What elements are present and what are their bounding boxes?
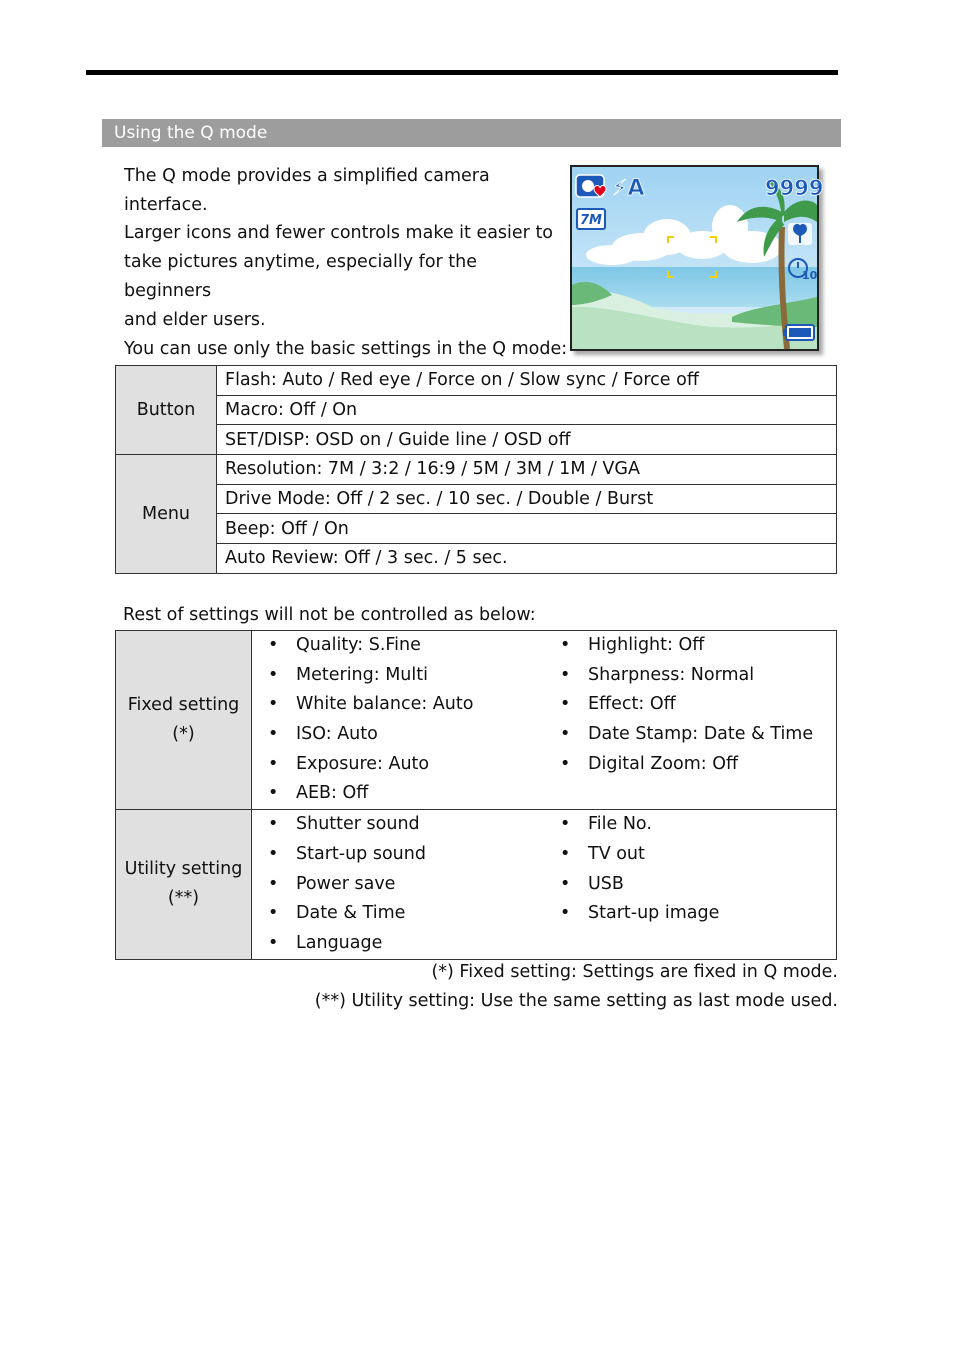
camera-preview-image — [570, 165, 824, 351]
intro-line: The Q mode provides a simplified camera interface. — [124, 166, 490, 215]
list-item: • TV out — [544, 840, 836, 870]
list-item: • Start-up sound — [252, 840, 544, 870]
setting-name: Drive Mode — [225, 489, 325, 510]
utility-right-list — [544, 810, 837, 959]
list-item: • Start-up image — [544, 899, 836, 929]
setting-options: : 7M / 3:2 / 16:9 / 5M / 3M / 1M / VGA — [316, 459, 640, 480]
intro-line: take pictures anytime, especially for the beginners — [124, 252, 478, 301]
setting-row — [217, 455, 837, 485]
list-item: • Highlight: Off — [544, 631, 836, 661]
list-item: • Quality: S.Fine — [252, 631, 544, 661]
setting-row — [217, 395, 837, 425]
footnote-fixed: (*) Fixed setting: Settings are fixed in Q mode. — [431, 962, 838, 982]
setting-name: Flash — [225, 370, 271, 391]
group-button-label: Button — [116, 366, 217, 455]
setting-name: Auto Review — [225, 548, 333, 569]
utility-setting-mark: (**) — [167, 888, 200, 909]
list-item: • Language — [252, 929, 544, 959]
setting-name: Macro — [225, 400, 278, 421]
utility-setting-label — [116, 810, 252, 959]
list-item: • Exposure: Auto — [252, 750, 544, 780]
list-item: • Shutter sound — [252, 810, 544, 840]
setting-row — [217, 514, 837, 544]
list-item: • Power save — [252, 870, 544, 900]
table-row — [116, 484, 837, 514]
utility-setting-title: Utility setting — [124, 859, 243, 880]
rest-settings-table — [115, 630, 837, 960]
setting-options: : Off / 2 sec. / 10 sec. / Double / Burst — [324, 489, 654, 510]
setting-options: : Off / 3 sec. / 5 sec. — [332, 548, 508, 569]
setting-options: : OSD on / Guide line / OSD off — [304, 429, 571, 450]
list-item: • Metering: Multi — [252, 661, 544, 691]
basic-settings-intro: You can use only the basic settings in the Q mode: — [124, 339, 568, 359]
list-item: • Digital Zoom: Off — [544, 750, 836, 780]
fixed-setting-label — [116, 631, 252, 810]
table-row — [116, 810, 837, 959]
basic-settings-table — [115, 365, 837, 574]
fixed-setting-title: Fixed setting — [127, 695, 240, 716]
list-item: • AEB: Off — [252, 779, 544, 809]
table-row — [116, 425, 837, 455]
self-timer-label: 10 — [802, 269, 818, 282]
rest-settings-intro: Rest of settings will not be controlled as below: — [123, 605, 536, 625]
intro-paragraph — [124, 162, 564, 334]
setting-options: : Off / On — [277, 400, 358, 421]
setting-row — [217, 484, 837, 514]
setting-name: Resolution — [225, 459, 317, 480]
resolution-icon — [577, 209, 605, 229]
list-item: • Date Stamp: Date & Time — [544, 720, 836, 750]
fixed-setting-mark: (*) — [172, 724, 195, 745]
list-item: • Sharpness: Normal — [544, 661, 836, 691]
flash-auto-icon: ⚡A — [612, 176, 645, 201]
intro-line: and elder users. — [124, 309, 266, 330]
table-row — [116, 631, 837, 810]
setting-options: : Off / On — [269, 518, 349, 539]
footnotes — [315, 958, 838, 1016]
setting-name: SET/DISP — [225, 429, 305, 450]
group-menu-label: Menu — [116, 455, 217, 574]
setting-name: Beep — [225, 518, 270, 539]
table-row — [116, 366, 837, 396]
setting-row — [217, 544, 837, 574]
utility-left-list — [252, 810, 545, 959]
list-item: • ISO: Auto — [252, 720, 544, 750]
list-item: • Date & Time — [252, 899, 544, 929]
table-row — [116, 455, 837, 485]
section-title: Using the Q mode — [102, 119, 841, 147]
battery-icon — [783, 325, 814, 340]
table-row — [116, 395, 837, 425]
list-item: • White balance: Auto — [252, 690, 544, 720]
fixed-right-list — [544, 631, 837, 810]
intro-line: Larger icons and fewer controls make it easier to — [124, 223, 554, 244]
table-row — [116, 544, 837, 574]
table-row — [116, 514, 837, 544]
list-item: • Effect: Off — [544, 690, 836, 720]
shot-count: 9999 — [765, 176, 824, 200]
setting-row — [217, 366, 837, 396]
setting-row — [217, 425, 837, 455]
setting-options: : Auto / Red eye / Force on / Slow sync / Force off — [270, 370, 699, 391]
fixed-left-list — [252, 631, 545, 810]
macro-icon — [788, 223, 812, 245]
scene-mode-icon — [576, 175, 606, 197]
list-item: • File No. — [544, 810, 836, 840]
top-rule — [86, 70, 838, 75]
footnote-utility: (**) Utility setting: Use the same setting as last mode used. — [314, 991, 838, 1012]
resolution-label: 7M — [580, 213, 602, 228]
list-item: • USB — [544, 870, 836, 900]
